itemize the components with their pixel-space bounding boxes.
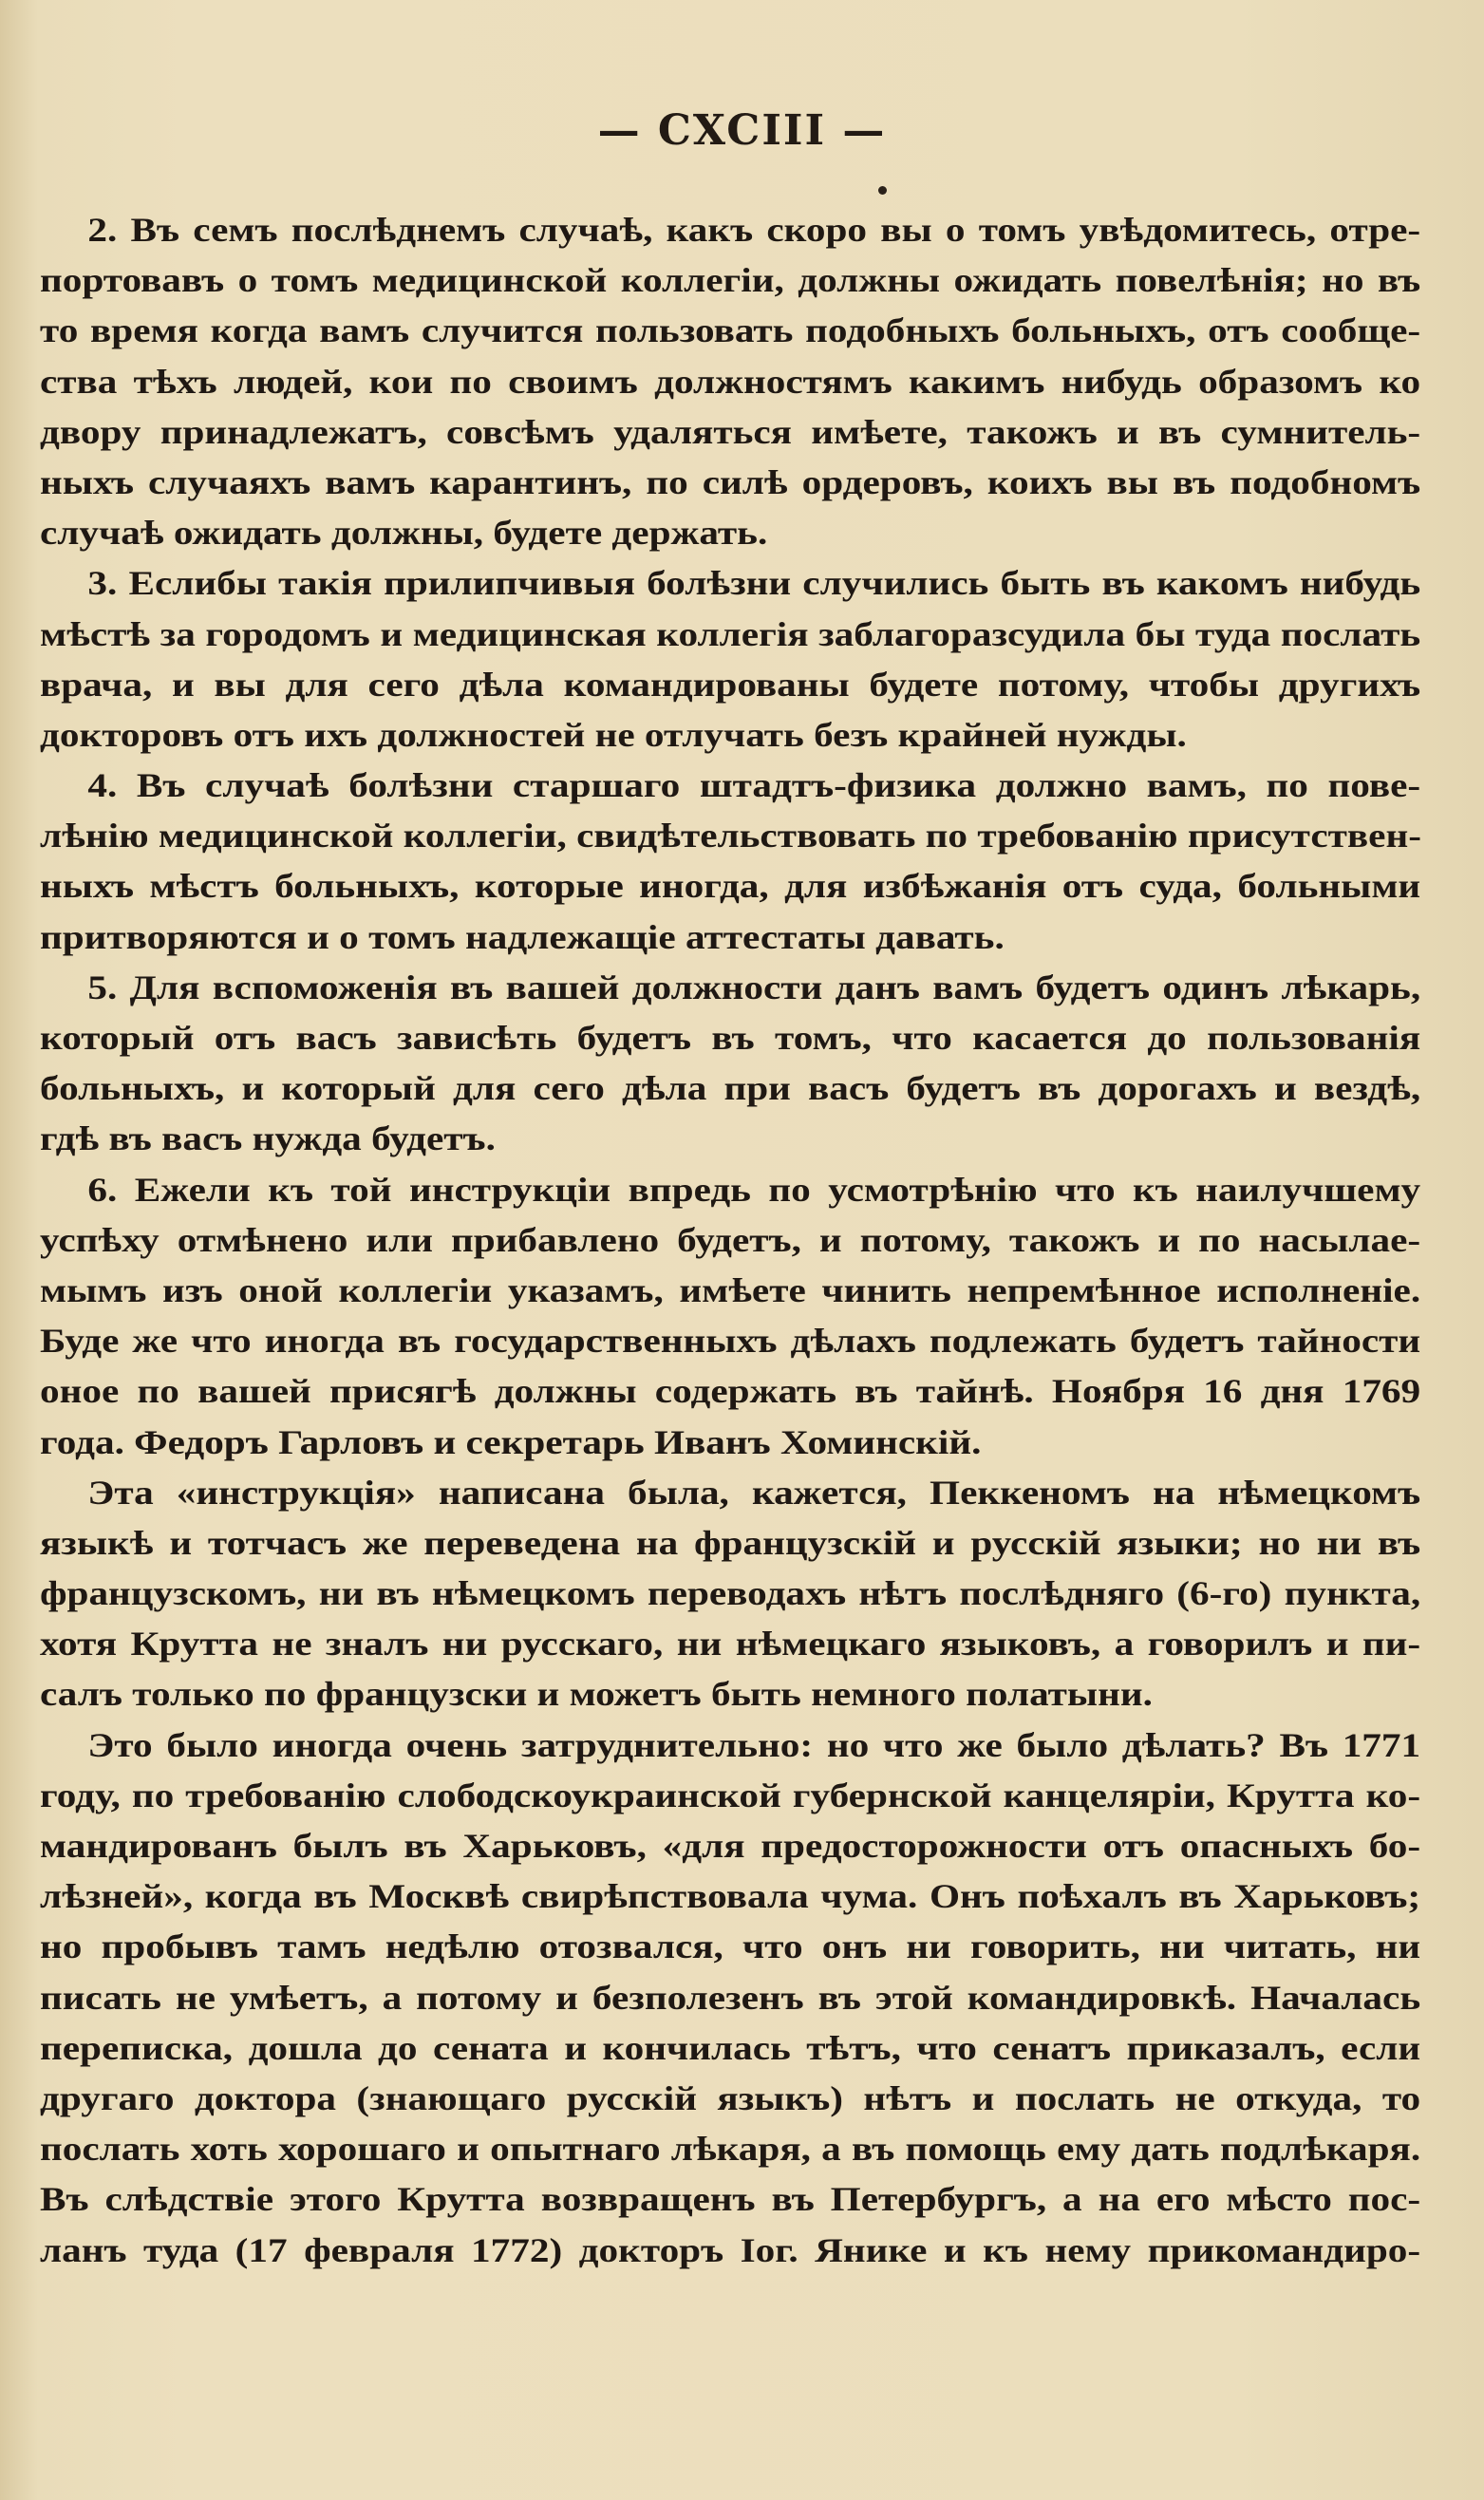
text-line: то время когда вамъ случится пользовать подобныхъ больныхъ, отъ сообще- — [40, 311, 1421, 350]
text-line: Эта «инструкція» написана была, кажется, Пеккеномъ на нѣмецкомъ — [87, 1473, 1421, 1512]
body-text — [40, 205, 1420, 2276]
text-line: языкѣ и тотчасъ же переведена на французскій и русскій языки; но ни въ — [40, 1523, 1421, 1562]
text-line: гдѣ въ васъ нужда будетъ. — [40, 1119, 496, 1158]
text-line: 5. Для вспоможенія въ вашей должности данъ вамъ будетъ одинъ лѣкарь, — [87, 968, 1421, 1006]
text-line: салъ только по французски и можетъ быть немного полатыни. — [40, 1675, 1153, 1714]
text-line: двору принадлежатъ, совсѣмъ удаляться имѣете, такожъ и въ сумнитель- — [40, 412, 1421, 451]
text-line: другаго доктора (знающаго русскій языкъ) нѣтъ и послать не откуда, то — [40, 2078, 1421, 2117]
text-line: ланъ туда (17 февраля 1772) докторъ Іог. Янике и къ нему прикомандиро- — [40, 2230, 1421, 2269]
text-line: докторовъ отъ ихъ должностей не отлучать безъ крайней нужды. — [40, 715, 1187, 754]
text-line: врача, и вы для сего дѣла командированы будете потому, чтобы другихъ — [40, 665, 1421, 704]
text-line: 3. Еслибы такія прилипчивыя болѣзни случились быть въ какомъ нибудь — [87, 564, 1421, 603]
text-line: мымъ изъ оной коллегіи указамъ, имѣете чинить непремѣнное исполненіе. — [40, 1270, 1421, 1309]
page-number: — CXCIII — — [597, 106, 887, 155]
text-line: который отъ васъ зависѣть будетъ въ томъ, что касается до пользованія — [40, 1019, 1421, 1057]
text-line: мандированъ былъ въ Харьковъ, «для предосторожности отъ опасныхъ бо- — [40, 1827, 1421, 1865]
text-line: ныхъ случаяхъ вамъ карантинъ, по силѣ ордеровъ, коихъ вы въ подобномъ — [40, 462, 1421, 501]
text-line: писать не умѣетъ, а потому и безполезенъ въ этой командировкѣ. Началась — [40, 1978, 1421, 2017]
text-line: послать хоть хорошаго и опытнаго лѣкаря, а въ помощь ему дать подлѣкаря. — [40, 2130, 1421, 2169]
text-line: хотя Крутта не зналъ ни русскаго, ни нѣмецкаго языковъ, а говорилъ и пи- — [40, 1625, 1421, 1664]
text-line: переписка, дошла до сената и кончилась тѣтъ, что сенатъ приказалъ, если — [40, 2028, 1421, 2067]
text-line: ныхъ мѣстъ больныхъ, которые иногда, для избѣжанія отъ суда, больными — [40, 867, 1421, 906]
text-line: Въ слѣдствіе этого Крутта возвращенъ въ Петербургъ, а на его мѣсто пос- — [40, 2180, 1421, 2219]
text-line: 6. Ежели къ той инструкціи впредь по усмотрѣнію что къ наилучшему — [87, 1170, 1421, 1209]
text-line: французскомъ, ни въ нѣмецкомъ переводахъ нѣтъ послѣдняго (6-го) пункта, — [40, 1574, 1421, 1613]
text-line: мѣстѣ за городомъ и медицинская коллегія заблагоразсудила бы туда послать — [40, 614, 1421, 653]
ink-speck — [878, 186, 887, 195]
text-line: случаѣ ожидать должны, будете держать. — [40, 514, 768, 553]
text-line: лѣзней», когда въ Москвѣ свирѣпствовала чума. Онъ поѣхалъ въ Харьковъ; — [40, 1877, 1421, 1916]
text-line: года. Федоръ Гарловъ и секретарь Иванъ Хоминскій. — [40, 1422, 982, 1461]
text-line: 4. Въ случаѣ болѣзни старшаго штадтъ-физика должно вамъ, по пове- — [87, 766, 1421, 805]
text-line: ства тѣхъ людей, кои по своимъ должностямъ какимъ нибудь образомъ ко — [40, 362, 1421, 401]
text-line: оное по вашей присягѣ должны содержать въ тайнѣ. Ноября 16 дня 1769 — [40, 1372, 1421, 1411]
text-line: успѣху отмѣнено или прибавлено будетъ, и потому, такожъ и по насылае- — [40, 1220, 1421, 1259]
text-line: лѣнію медицинской коллегіи, свидѣтельствовать по требованію присутствен- — [40, 817, 1421, 855]
text-line: 2. Въ семъ послѣднемъ случаѣ, какъ скоро вы о томъ увѣдомитесь, отре- — [87, 211, 1421, 249]
text-line: портовавъ о томъ медицинской коллегіи, должны ожидать повелѣнія; но въ — [40, 261, 1421, 300]
text-line: Это было иногда очень затруднительно: но что же было дѣлать? Въ 1771 — [87, 1725, 1421, 1764]
text-line: Буде же что иногда въ государственныхъ дѣлахъ подлежать будетъ тайности — [40, 1322, 1421, 1361]
text-line: притворяются и о томъ надлежащіе аттестаты давать. — [40, 917, 1005, 956]
text-line: но пробывъ тамъ недѣлю отозвался, что онъ ни говорить, ни читать, ни — [40, 1927, 1421, 1966]
text-line: больныхъ, и который для сего дѣла при васъ будетъ въ дорогахъ и вездѣ, — [40, 1069, 1421, 1108]
text-line: году, по требованію слободскоукраинской губернской канцеляріи, Крутта ко- — [40, 1776, 1421, 1814]
